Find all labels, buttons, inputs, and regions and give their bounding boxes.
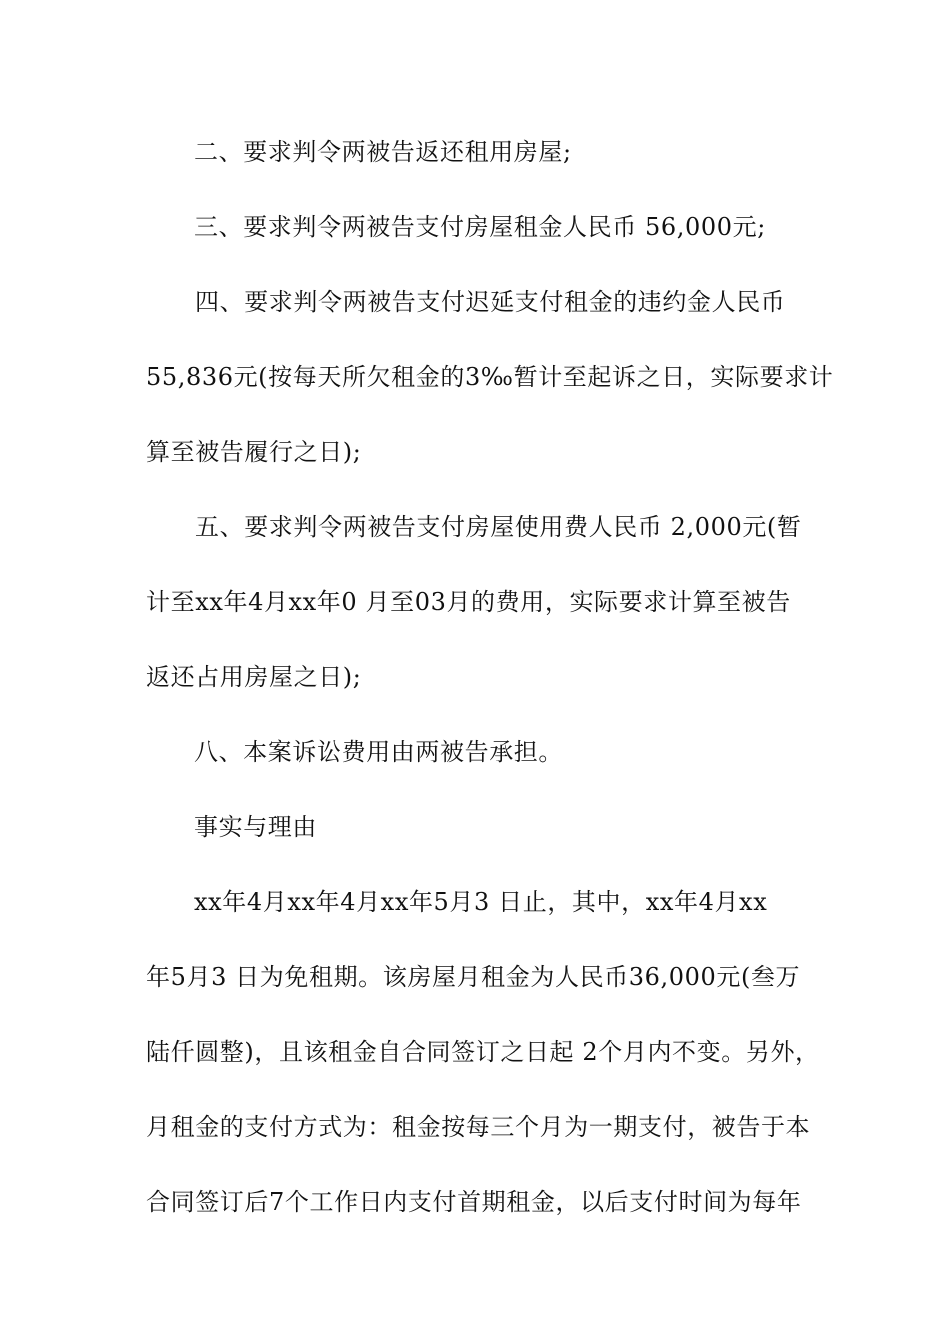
claim-four-line-2: 55,836元(按每天所欠租金的3‰暂计至起诉之日，实际要求计 <box>146 363 834 391</box>
section-heading-facts-and-reasons: 事实与理由 <box>194 813 317 841</box>
claim-eight: 八、本案诉讼费用由两被告承担。 <box>194 738 563 766</box>
claim-five-line-2: 计至xx年4月xx年0 月至03月的费用，实际要求计算至被告 <box>146 588 791 616</box>
claim-four-line-1: 四、要求判令两被告支付迟延支付租金的违约金人民币 <box>195 288 786 316</box>
facts-paragraph-line-4: 月租金的支付方式为：租金按每三个月为一期支付，被告于本 <box>146 1113 811 1141</box>
facts-paragraph-line-3: 陆仟圆整)，且该租金自合同签订之日起 2个月内不变。另外， <box>146 1038 820 1066</box>
facts-paragraph-line-2: 年5月3 日为免租期。该房屋月租金为人民币36,000元(叁万 <box>146 963 801 991</box>
claim-three: 三、要求判令两被告支付房屋租金人民币 56,000元; <box>194 213 766 241</box>
claim-four-line-3: 算至被告履行之日); <box>146 438 362 466</box>
claim-two: 二、要求判令两被告返还租用房屋; <box>194 138 572 166</box>
claim-five-line-3: 返还占用房屋之日); <box>146 663 362 691</box>
claim-five-line-1: 五、要求判令两被告支付房屋使用费人民币 2,000元(暂 <box>195 513 802 541</box>
facts-paragraph-line-1: xx年4月xx年4月xx年5月3 日止，其中，xx年4月xx <box>194 888 768 916</box>
facts-paragraph-line-5: 合同签订后7个工作日内支付首期租金，以后支付时间为每年 <box>146 1188 802 1216</box>
